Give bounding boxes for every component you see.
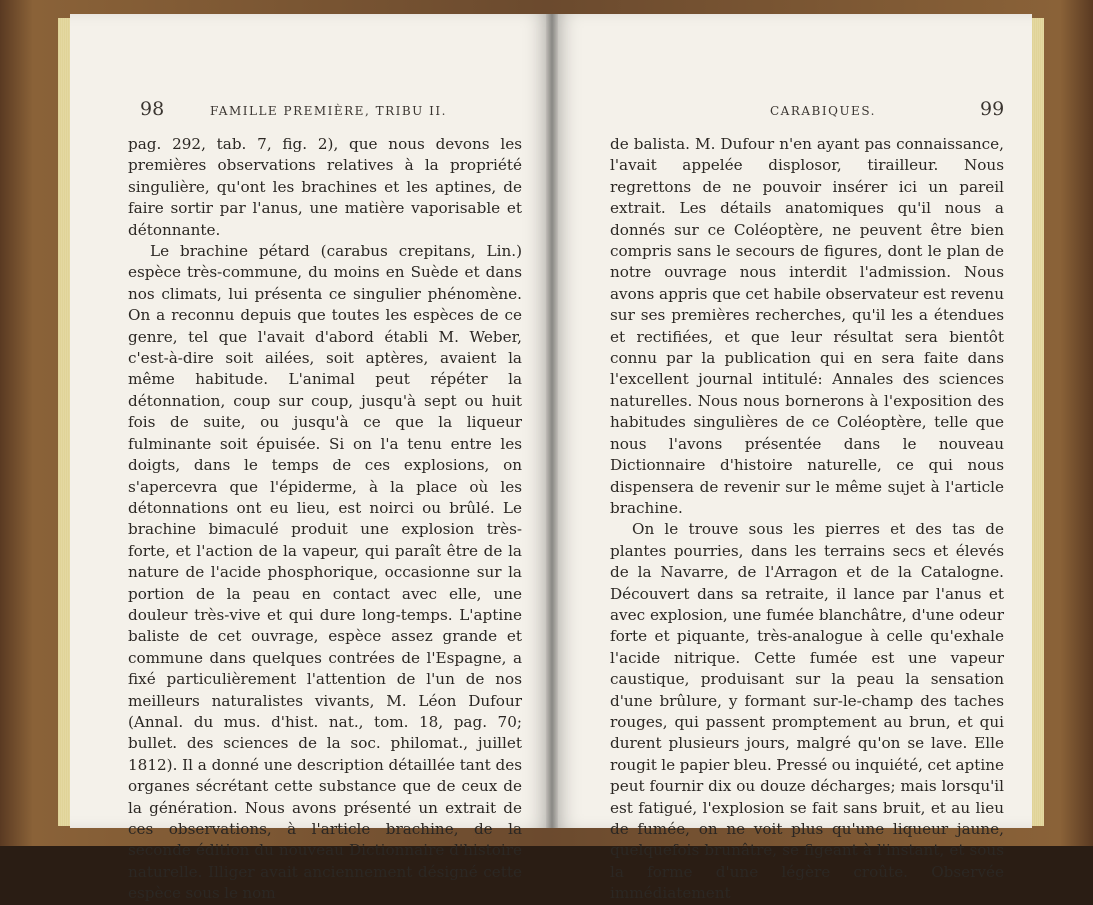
paragraph: On le trouve sous les pierres et des tas de plantes pourries, dans les terrains secs et élevés de la Navarre, de l'Arragon et de la Catalogne. Découvert dans sa retraite, il lance par l'anus et avec explosion, une fumée blanchâtre, d'une odeur forte et piquante, très-analogue à celle qu'exhale l'acide nitrique. Cette fumée est une vapeur caustique, produisant sur la peau la sensation d'une brûlure, y formant sur-le-champ des taches rouges, qui passent promptement au brun, et qui durent plusieurs jours, malgré qu'on se lave. Elle rougit le papier bleu. Pressé ou inquiété, cet aptine peut fournir dix ou douze décharges; mais lorsqu'il est fatigué, l'explosion se fait sans bruit, et au lieu de fumée, on ne voit plus qu'une liqueur jaune, quelquefois brunâtre, se figeant à l'instant, et sous la forme d'une légère croûte. Observée immédiatement	[610, 520, 1004, 903]
right-page-header	[610, 98, 1005, 130]
right-page-text	[610, 134, 1004, 905]
left-page-text	[128, 134, 522, 905]
page-edges-right	[1030, 18, 1044, 826]
book-gutter	[546, 14, 558, 828]
paragraph: de balista. M. Dufour n'en ayant pas connaissance, l'avait appelée displosor, tirailleur. Nous regrettons de ne pouvoir insérer ici un pareil extrait. Les détails anatomiques qu'il nous a donnés sur ce Coléoptère, ne peuvent être bien compris sans le secours de figures, dont le plan de notre ouvrage nous interdit l'admission. Nous avons appris que cet habile observateur est revenu sur ses premières recherches, qu'il les a étendues et rectifiées, et que leur résultat sera bientôt connu par la publication qui en sera faite dans l'excellent journal intitulé: Annales des sciences naturelles. Nous nous bornerons à l'exposition des habitudes singulières de ce Coléoptère, telle que nous l'avons présentée dans le nouveau Dictionnaire d'histoire naturelle, ce qui nous dispensera de revenir sur le même sujet à l'article brachine.	[610, 135, 1004, 517]
right-page-number: 99	[980, 98, 1005, 120]
left-page	[70, 14, 552, 903]
left-running-head: FAMILLE PREMIÈRE, TRIBU II.	[210, 104, 447, 118]
paragraph: pag. 292, tab. 7, fig. 2), que nous devons les premières observations relatives à la propriété singulière, qu'ont les brachines et les aptines, de faire sortir par l'anus, une matière vaporisable et détonnante.	[128, 135, 522, 239]
paragraph: Le brachine pétard (carabus crepitans, Lin.) espèce très-commune, du moins en Suède et dans nos climats, lui présenta ce singulier phénomène. On a reconnu depuis que toutes les espèces de ce genre, tel que l'avait d'abord établi M. Weber, c'est-à-dire soit ailées, soit aptères, avaient la même habitude. L'animal peut répéter la détonnation, coup sur coup, jusqu'à sept ou huit fois de suite, ou jusqu'à ce que la liqueur fulminante soit épuisée. Si on l'a tenu entre les doigts, dans le temps de ces explosions, on s'apercevra que l'épiderme, à la place où les détonnations ont eu lieu, est noirci ou brûlé. Le brachine bimaculé produit une explosion très-forte, et l'action de la vapeur, qui paraît être de la nature de l'acide phosphorique, occasionne sur la portion de la peau en contact avec elle, une douleur très-vive et qui dure long-temps. L'aptine baliste de cet ouvrage, espèce assez grande et commune dans quelques contrées de l'Espagne, a fixé particulièrement l'attention de l'un de nos meilleurs naturalistes vivants, M. Léon Dufour (Annal. du mus. d'hist. nat., tom. 18, pag. 70; bullet. des sciences de la soc. philomat., juillet 1812). Il a donné une description détaillée tant des organes sécrétant cette substance que de ceux de la génération. Nous avons présenté un extrait de ces observations, à l'article brachine, de la seconde édition du nouveau Dictionnaire d'histoire naturelle. Illiger avait anciennement désigné cette espèce sous le nom	[128, 242, 522, 903]
right-page	[552, 14, 1032, 903]
left-page-header	[140, 98, 520, 130]
right-running-head: CARABIQUES.	[770, 104, 876, 118]
left-page-number: 98	[140, 98, 165, 120]
